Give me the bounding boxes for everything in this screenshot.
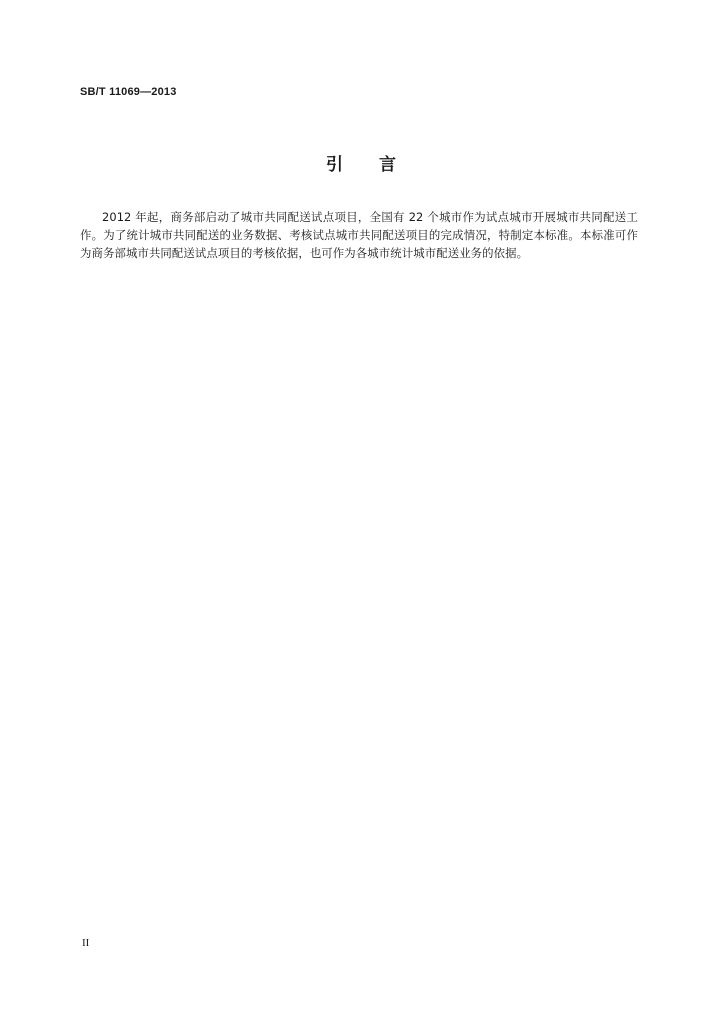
page-title: 引言 [326,155,432,175]
page-number: II [82,937,90,949]
introduction-paragraph: 2012 年起，商务部启动了城市共同配送试点项目，全国有 22 个城市作为试点城市开展城市共同配送工作。为了统计城市共同配送的业务数据、考核试点城市共同配送项目的完成情况，特制定本标准。本标准可作为商务部城市共同配送试点项目的考核依据，也可作为各城市统计城市配送业务的依据。 [80,210,638,260]
standard-code: SB/T 11069—2013 [80,86,177,98]
